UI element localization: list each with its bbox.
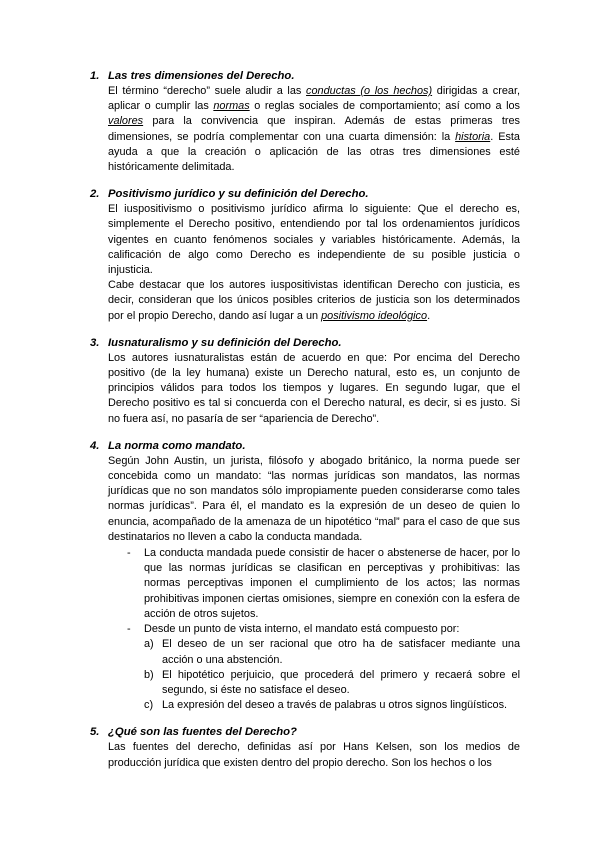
section-title: Positivismo jurídico y su definición del Derecho. bbox=[108, 188, 369, 201]
section-title: La norma como mandato. bbox=[108, 439, 246, 452]
paragraph: Según John Austin, un jurista, filósofo y abogado británico, la norma puede ser concebida como un mandato: “las normas jurídicas son mandatos, las normas jurídicas que no son mandatos sólo impropiamente pueden considerarse como tales normas jurídicas”. Para él, el mandato es la expresión de un deseo de quien lo enuncia, acompañado de la amenaza de un hipotético “mal” para el caso de que sus destinatarios no lleven a cabo la conducta mandada. bbox=[108, 454, 520, 543]
section-heading bbox=[90, 69, 520, 84]
sub-list-item bbox=[144, 698, 520, 713]
sub-item-marker: b) bbox=[144, 668, 154, 681]
underlined-term: valores bbox=[108, 115, 144, 128]
sub-item-text: La expresión del deseo a través de palabras u otros signos lingüísticos. bbox=[162, 699, 508, 712]
text-run: . Esta ayuda a que la creación o aplicación de las otras tres dimensiones esté históricamente delimitada. bbox=[108, 130, 520, 174]
section-number: 2. bbox=[90, 188, 100, 201]
sub-item-marker: a) bbox=[144, 638, 154, 651]
underlined-term: conductas (o los hechos) bbox=[306, 85, 433, 97]
text-run: o reglas sociales de comportamiento; así como a los bbox=[249, 100, 520, 113]
section-heading bbox=[90, 725, 520, 740]
list-item bbox=[108, 546, 520, 622]
text-run: para la convivencia que inspiran. Además de estas primeras tres dimensiones, se podría complementar con una cuarta dimensión: la bbox=[108, 115, 520, 143]
section-heading bbox=[90, 336, 520, 351]
paragraph: Los autores iusnaturalistas están de acuerdo en que: Por encima del Derecho positivo (de la ley humana) existe un Derecho natural, esto es, un conjunto de principios válidos para todos los tiempos y lugares. En segundo lugar, que el Derecho positivo es tal si concuerda con el Derecho natural, es decir, si es justo. Si no fuera así, no pasaría de ser “apariencia de Derecho”. bbox=[108, 351, 520, 425]
section-number: 3. bbox=[90, 336, 100, 349]
section-body bbox=[108, 740, 520, 770]
sub-list bbox=[144, 637, 520, 713]
section-number: 4. bbox=[90, 439, 100, 452]
paragraph bbox=[108, 84, 520, 175]
paragraph: Las fuentes del derecho, definidas así por Hans Kelsen, son los medios de producción jurídica que existen dentro del propio derecho. Son los hechos o los bbox=[108, 741, 520, 769]
dash-marker: - bbox=[127, 623, 131, 636]
sub-item-marker: c) bbox=[144, 699, 154, 712]
text-run: . bbox=[427, 309, 431, 322]
section-body bbox=[108, 454, 520, 713]
sub-list-item bbox=[144, 637, 520, 667]
sub-item-text: El deseo de un ser racional que otro ha de satisfacer mediante una acción o una abstención. bbox=[162, 638, 520, 666]
section-heading bbox=[90, 187, 520, 202]
paragraph bbox=[108, 278, 520, 324]
section-title: Las tres dimensiones del Derecho. bbox=[108, 70, 295, 82]
underlined-term: historia bbox=[455, 130, 491, 143]
section-3 bbox=[90, 336, 520, 427]
underlined-term: normas bbox=[213, 100, 250, 113]
section-number: 5. bbox=[90, 726, 100, 739]
sub-list-item bbox=[144, 668, 520, 698]
section-heading bbox=[90, 439, 520, 454]
section-body bbox=[108, 84, 520, 175]
underlined-term: positivismo ideológico bbox=[321, 309, 428, 322]
section-1 bbox=[90, 69, 520, 175]
list-item-text: Desde un punto de vista interno, el mandato está compuesto por: bbox=[144, 623, 460, 636]
text-run: El término “derecho” suele aludir a las bbox=[108, 85, 307, 97]
section-title: Iusnaturalismo y su definición del Derecho. bbox=[108, 336, 342, 349]
document-content bbox=[90, 69, 520, 783]
section-title: ¿Qué son las fuentes del Derecho? bbox=[108, 726, 297, 739]
text-run: Cabe destacar que los autores iuspositivistas identifican Derecho con justicia, es decir, consideran que los únicos posibles criterios de justicia son los determinados por el propio Derecho, dando así lugar a un bbox=[108, 279, 520, 322]
section-4 bbox=[90, 439, 520, 713]
section-body bbox=[108, 202, 520, 324]
sub-item-text: El hipotético perjuicio, que procederá del primero y recaerá sobre el segundo, si éste no satisface el deseo. bbox=[162, 668, 520, 696]
section-2 bbox=[90, 187, 520, 324]
section-body bbox=[108, 351, 520, 427]
section-5 bbox=[90, 725, 520, 770]
paragraph: El iuspositivismo o positivismo jurídico afirma lo siguiente: Que el derecho es, simplemente el Derecho positivo, entendiendo por tal los ordenamientos jurídicos vigentes en cuanto fenómenos sociales y variables históricamente. Además, la calificación de algo como Derecho es independiente de su posible justicia o injusticia. bbox=[108, 203, 520, 277]
list-item-text: La conducta mandada puede consistir de hacer o abstenerse de hacer, por lo que las normas jurídicas se clasifican en perceptivas y prohibitivas: las normas perceptivas imponen el cumplimiento de los actos; las normas prohibitivas imponen ciertas omisiones, siempre en conexión con la esfera de acción de otros sujetos. bbox=[144, 547, 520, 620]
list-item bbox=[108, 622, 520, 713]
dash-marker: - bbox=[127, 547, 131, 560]
section-number: 1. bbox=[90, 70, 100, 82]
bullet-list bbox=[108, 546, 520, 713]
text-run: dirigidas a crear, aplicar o cumplir las bbox=[108, 85, 520, 113]
